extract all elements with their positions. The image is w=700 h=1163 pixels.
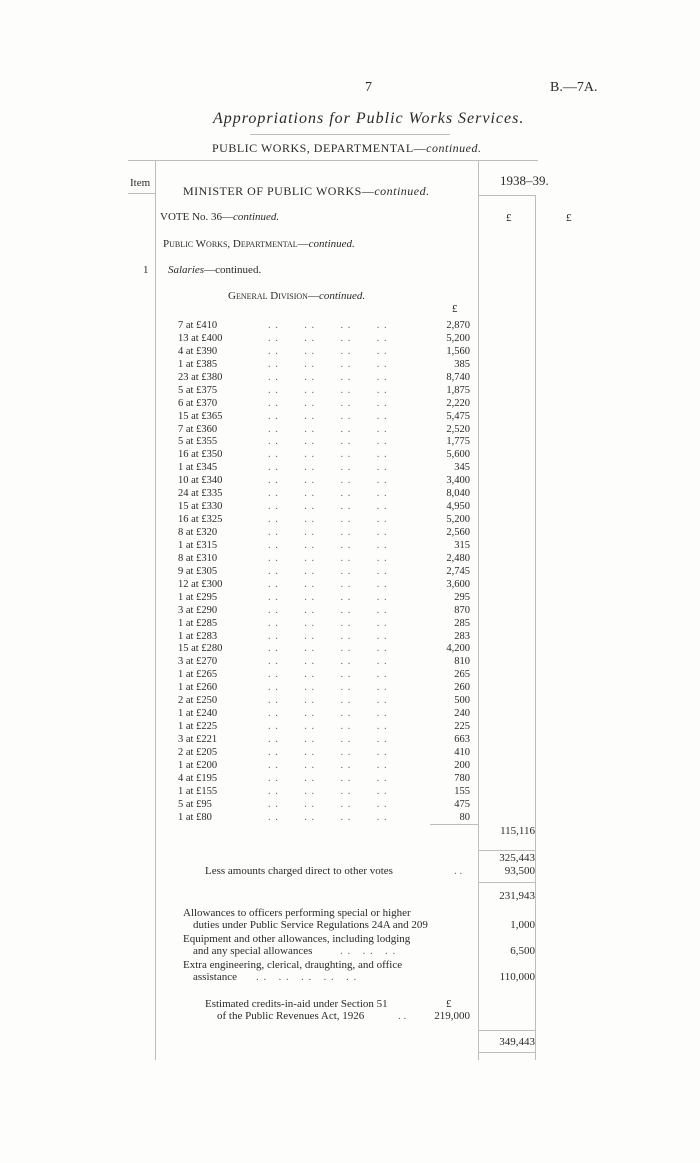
vote-main: VOTE No. 36— bbox=[160, 211, 234, 223]
salary-row-label: 15 at £330 bbox=[178, 501, 223, 513]
salary-row bbox=[178, 462, 478, 475]
salary-row bbox=[178, 566, 478, 579]
salary-row bbox=[178, 592, 478, 605]
salary-row-leader-dots: . . . . . . . . bbox=[268, 488, 388, 500]
salary-row-amount: 240 bbox=[454, 708, 470, 720]
extra-line-1: Extra engineering, clerical, draughting, and office bbox=[183, 959, 403, 971]
salary-row-label: 16 at £325 bbox=[178, 514, 223, 526]
pound-header-1: £ bbox=[506, 212, 512, 224]
salary-row-leader-dots: . . . . . . . . bbox=[268, 785, 388, 797]
salary-row-leader-dots: . . . . . . . . bbox=[268, 656, 388, 668]
salary-row-leader-dots: . . . . . . . . bbox=[268, 371, 388, 383]
salary-row-label: 16 at £350 bbox=[178, 449, 223, 461]
salary-row-leader-dots: . . . . . . . . bbox=[268, 320, 388, 331]
subtotal-rule bbox=[478, 850, 535, 851]
salary-row-amount: 5,475 bbox=[446, 410, 470, 422]
credits-dots: . . bbox=[398, 1010, 407, 1022]
salary-row-amount: 265 bbox=[454, 669, 470, 681]
credits-pound: £ bbox=[446, 998, 452, 1010]
extra-amount: 110,000 bbox=[499, 971, 535, 983]
salary-row-amount: 385 bbox=[454, 358, 470, 370]
salary-row-leader-dots: . . . . . . . . bbox=[268, 410, 388, 422]
division-total: 115,116 bbox=[500, 825, 535, 837]
item-header-rule bbox=[128, 193, 155, 194]
salary-row-leader-dots: . . . . . . . . bbox=[268, 604, 388, 616]
salary-row-label: 1 at £200 bbox=[178, 759, 218, 771]
salary-row-amount: 285 bbox=[454, 617, 470, 629]
less-amounts-value: 93,500 bbox=[504, 865, 535, 877]
allowances-amount: 1,000 bbox=[510, 919, 535, 931]
salary-row bbox=[178, 475, 478, 488]
salary-row-leader-dots: . . . . . . . . bbox=[268, 721, 388, 733]
salary-row bbox=[178, 631, 478, 644]
equipment-dots: . . . . . . bbox=[340, 945, 397, 957]
salary-row bbox=[178, 734, 478, 747]
equipment-amount: 6,500 bbox=[510, 945, 535, 957]
salary-row bbox=[178, 656, 478, 669]
item-number: 1 bbox=[143, 264, 149, 276]
salary-row bbox=[178, 540, 478, 553]
credits-line-2: of the Public Revenues Act, 1926 bbox=[217, 1010, 365, 1022]
salary-row-label: 7 at £360 bbox=[178, 423, 218, 435]
salary-row-leader-dots: . . . . . . . . bbox=[268, 811, 388, 823]
salary-row bbox=[178, 799, 478, 812]
salary-row-leader-dots: . . . . . . . . bbox=[268, 772, 388, 784]
salary-row bbox=[178, 346, 478, 359]
salary-row-label: 1 at £283 bbox=[178, 630, 218, 642]
credits-amount: 219,000 bbox=[434, 1010, 470, 1022]
salary-row-amount: 80 bbox=[459, 811, 470, 823]
section-main: Public Works, Departmental— bbox=[163, 238, 309, 250]
salary-row-label: 5 at £375 bbox=[178, 384, 218, 396]
vote-continued: continued. bbox=[233, 211, 280, 223]
salary-row bbox=[178, 527, 478, 540]
salary-row bbox=[178, 669, 478, 682]
salary-row-amount: 2,220 bbox=[446, 397, 470, 409]
year-header-rule bbox=[478, 195, 535, 196]
salary-row-leader-dots: . . . . . . . . bbox=[268, 358, 388, 370]
salary-row-leader-dots: . . . . . . . . bbox=[268, 708, 388, 720]
item-column-rule bbox=[155, 160, 156, 1060]
page-number: 7 bbox=[365, 80, 372, 95]
salary-row bbox=[178, 385, 478, 398]
section-continued: continued. bbox=[308, 238, 355, 250]
salary-row-amount: 3,400 bbox=[446, 475, 470, 487]
salary-row-label: 1 at £260 bbox=[178, 682, 218, 694]
salary-row-amount: 5,200 bbox=[446, 332, 470, 344]
salary-row bbox=[178, 773, 478, 786]
extra-dots: . . . . . . . . . . bbox=[256, 971, 358, 983]
salary-row-leader-dots: . . . . . . . . bbox=[268, 798, 388, 810]
salary-row-label: 13 at £400 bbox=[178, 332, 223, 344]
allowances-line-1: Allowances to officers performing special or higher bbox=[183, 907, 411, 919]
salary-row-leader-dots: . . . . . . . . bbox=[268, 552, 388, 564]
salary-row-leader-dots: . . . . . . . . bbox=[268, 501, 388, 513]
salary-row-leader-dots: . . . . . . . . bbox=[268, 617, 388, 629]
salary-row-label: 1 at £285 bbox=[178, 617, 218, 629]
salary-row-leader-dots: . . . . . . . . bbox=[268, 514, 388, 526]
salary-row bbox=[178, 747, 478, 760]
salary-row-leader-dots: . . . . . . . . bbox=[268, 746, 388, 758]
salary-row-label: 3 at £221 bbox=[178, 734, 218, 745]
salary-row-leader-dots: . . . . . . . . bbox=[268, 384, 388, 396]
salary-row-leader-dots: . . . . . . . . bbox=[268, 423, 388, 435]
salary-row-label: 1 at £80 bbox=[178, 811, 212, 823]
salary-row bbox=[178, 786, 478, 799]
salary-row-leader-dots: . . . . . . . . bbox=[268, 397, 388, 409]
salary-row-leader-dots: . . . . . . . . bbox=[268, 591, 388, 603]
inner-pound-header: £ bbox=[452, 303, 458, 315]
equipment-line-1: Equipment and other allowances, including lodging bbox=[183, 933, 411, 945]
salary-row-label: 1 at £225 bbox=[178, 721, 218, 733]
salary-row-amount: 1,560 bbox=[446, 345, 470, 357]
salary-row-leader-dots: . . . . . . . . bbox=[268, 695, 388, 707]
salary-row-amount: 295 bbox=[454, 591, 470, 603]
salary-row-label: 4 at £195 bbox=[178, 772, 218, 784]
title-rule bbox=[250, 134, 450, 135]
salary-row-label: 1 at £240 bbox=[178, 708, 218, 720]
salary-row-label: 15 at £280 bbox=[178, 643, 223, 655]
salary-row-leader-dots: . . . . . . . . bbox=[268, 630, 388, 642]
salary-row-amount: 4,200 bbox=[446, 643, 470, 655]
salary-row-leader-dots: . . . . . . . . bbox=[268, 759, 388, 771]
salary-row bbox=[178, 411, 478, 424]
salary-row-amount: 2,480 bbox=[446, 552, 470, 564]
salary-row-label: 1 at £295 bbox=[178, 591, 218, 603]
minister-heading bbox=[183, 184, 430, 199]
salary-row-amount: 780 bbox=[454, 772, 470, 784]
salary-row-amount: 200 bbox=[454, 759, 470, 771]
salary-row-label: 1 at £155 bbox=[178, 785, 218, 797]
salary-row bbox=[178, 359, 478, 372]
salary-row-label: 5 at £355 bbox=[178, 436, 218, 448]
salary-row-amount: 8,740 bbox=[446, 371, 470, 383]
salary-row-amount: 2,560 bbox=[446, 527, 470, 538]
salary-row-leader-dots: . . . . . . . . bbox=[268, 565, 388, 577]
salary-row-label: 8 at £310 bbox=[178, 552, 218, 564]
salary-row-leader-dots: . . . . . . . . bbox=[268, 682, 388, 694]
allowances-line-2: duties under Public Service Regulations 24A and 209 bbox=[193, 919, 428, 931]
salary-row bbox=[178, 320, 478, 333]
salary-row-amount: 1,775 bbox=[446, 436, 470, 448]
salary-row bbox=[178, 424, 478, 437]
division-heading bbox=[228, 290, 365, 302]
salary-row bbox=[178, 449, 478, 462]
salary-row-label: 10 at £340 bbox=[178, 475, 223, 487]
salary-row-amount: 1,875 bbox=[446, 384, 470, 396]
salary-row-label: 12 at £300 bbox=[178, 578, 223, 590]
salary-row bbox=[178, 643, 478, 656]
subtotal: 325,443 bbox=[499, 852, 535, 864]
minister-continued: continued. bbox=[374, 184, 430, 198]
salary-row-amount: 810 bbox=[454, 656, 470, 668]
page-title: Appropriations for Public Works Services. bbox=[213, 110, 525, 127]
salary-row-amount: 500 bbox=[454, 695, 470, 707]
year-column-header: 1938–39. bbox=[500, 173, 549, 188]
salary-row-leader-dots: . . . . . . . . bbox=[268, 449, 388, 461]
salary-row bbox=[178, 398, 478, 411]
salary-row bbox=[178, 721, 478, 734]
salary-row-amount: 260 bbox=[454, 682, 470, 694]
salary-row-label: 1 at £315 bbox=[178, 539, 218, 551]
pound-header-2: £ bbox=[566, 212, 572, 224]
salary-row-leader-dots: . . . . . . . . bbox=[268, 578, 388, 590]
salary-row-leader-dots: . . . . . . . . bbox=[268, 475, 388, 487]
salary-row-leader-dots: . . . . . . . . bbox=[268, 436, 388, 448]
salary-row-amount: 410 bbox=[454, 746, 470, 758]
salary-row bbox=[178, 760, 478, 773]
salary-row-label: 3 at £270 bbox=[178, 656, 218, 668]
second-amount-column-rule bbox=[535, 195, 536, 1060]
salary-row-label: 15 at £365 bbox=[178, 410, 223, 422]
salary-row bbox=[178, 695, 478, 708]
net-total: 231,943 bbox=[499, 890, 535, 902]
salary-row-amount: 5,200 bbox=[446, 514, 470, 526]
salary-row bbox=[178, 436, 478, 449]
salary-row-leader-dots: . . . . . . . . bbox=[268, 643, 388, 655]
item-column-header: Item bbox=[130, 177, 151, 189]
division-continued: continued. bbox=[318, 290, 366, 302]
salary-row bbox=[178, 553, 478, 566]
salary-row-amount: 155 bbox=[454, 785, 470, 797]
salary-row-amount: 2,745 bbox=[446, 565, 470, 577]
salary-row-label: 24 at £335 bbox=[178, 488, 223, 500]
salary-row bbox=[178, 514, 478, 527]
salary-row-amount: 2,870 bbox=[446, 320, 470, 331]
table-top-rule bbox=[128, 160, 538, 161]
salary-row-amount: 345 bbox=[454, 462, 470, 474]
salaries-continued: —continued. bbox=[204, 264, 262, 276]
salary-row bbox=[178, 333, 478, 346]
less-amounts-label: Less amounts charged direct to other votes bbox=[205, 865, 393, 877]
grand-total-rule-top bbox=[478, 1030, 535, 1031]
salary-row-label: 6 at £370 bbox=[178, 397, 218, 409]
salary-row-leader-dots: . . . . . . . . bbox=[268, 345, 388, 357]
salary-row-label: 23 at £380 bbox=[178, 371, 223, 383]
salary-row-amount: 870 bbox=[454, 604, 470, 616]
salary-row-leader-dots: . . . . . . . . bbox=[268, 539, 388, 551]
salary-row bbox=[178, 812, 478, 825]
credits-line-1: Estimated credits-in-aid under Section 51 bbox=[205, 998, 388, 1010]
salary-row-label: 7 at £410 bbox=[178, 320, 218, 331]
salary-row-leader-dots: . . . . . . . . bbox=[268, 669, 388, 681]
division-sum-rule bbox=[430, 824, 478, 825]
equipment-line-2: and any special allowances bbox=[193, 945, 313, 957]
salary-row bbox=[178, 501, 478, 514]
salary-row-amount: 2,520 bbox=[446, 423, 470, 435]
salary-row-amount: 5,600 bbox=[446, 449, 470, 461]
salary-row-label: 9 at £305 bbox=[178, 565, 218, 577]
salary-row-leader-dots: . . . . . . . . bbox=[268, 332, 388, 344]
less-amounts-dots: . . bbox=[454, 865, 463, 877]
division-main: General Division— bbox=[228, 290, 319, 302]
vote-heading bbox=[160, 211, 279, 223]
salary-row bbox=[178, 682, 478, 695]
salary-row-label: 1 at £385 bbox=[178, 358, 218, 370]
minister-main: MINISTER OF PUBLIC WORKS— bbox=[183, 184, 375, 198]
salary-row bbox=[178, 605, 478, 618]
net-total-rule bbox=[478, 882, 535, 883]
salary-row-amount: 315 bbox=[454, 539, 470, 551]
salary-row bbox=[178, 488, 478, 501]
document-code: B.—7A. bbox=[550, 80, 598, 95]
salary-row-amount: 8,040 bbox=[446, 488, 470, 500]
salary-rows-list bbox=[178, 320, 478, 825]
salary-row-label: 1 at £265 bbox=[178, 669, 218, 681]
amount-column-rule bbox=[478, 160, 479, 1060]
salary-row-amount: 4,950 bbox=[446, 501, 470, 513]
salary-row bbox=[178, 372, 478, 385]
salary-row bbox=[178, 579, 478, 592]
page-subtitle bbox=[212, 141, 482, 156]
subtitle-main: PUBLIC WORKS, DEPARTMENTAL— bbox=[212, 141, 427, 155]
salary-row-amount: 3,600 bbox=[446, 578, 470, 590]
salary-row-leader-dots: . . . . . . . . bbox=[268, 462, 388, 474]
salary-row bbox=[178, 708, 478, 721]
salary-row-label: 8 at £320 bbox=[178, 527, 218, 538]
grand-total-rule-bottom bbox=[478, 1052, 535, 1053]
salaries-heading bbox=[168, 264, 261, 276]
salary-row-leader-dots: . . . . . . . . bbox=[268, 734, 388, 745]
salary-row-leader-dots: . . . . . . . . bbox=[268, 527, 388, 538]
salary-row-label: 5 at £95 bbox=[178, 798, 212, 810]
subtitle-continued: continued. bbox=[426, 141, 482, 155]
salaries-main: Salaries bbox=[168, 264, 205, 276]
section-heading bbox=[163, 238, 355, 250]
extra-line-2: assistance bbox=[193, 971, 237, 983]
salary-row-label: 2 at £205 bbox=[178, 746, 218, 758]
salary-row-label: 3 at £290 bbox=[178, 604, 218, 616]
salary-row-amount: 283 bbox=[454, 630, 470, 642]
salary-row-label: 4 at £390 bbox=[178, 345, 218, 357]
salary-row-amount: 225 bbox=[454, 721, 470, 733]
salary-row-amount: 663 bbox=[454, 734, 470, 745]
salary-row-label: 1 at £345 bbox=[178, 462, 218, 474]
grand-total: 349,443 bbox=[499, 1036, 535, 1048]
salary-row bbox=[178, 618, 478, 631]
salary-row-label: 2 at £250 bbox=[178, 695, 218, 707]
salary-row-amount: 475 bbox=[454, 798, 470, 810]
